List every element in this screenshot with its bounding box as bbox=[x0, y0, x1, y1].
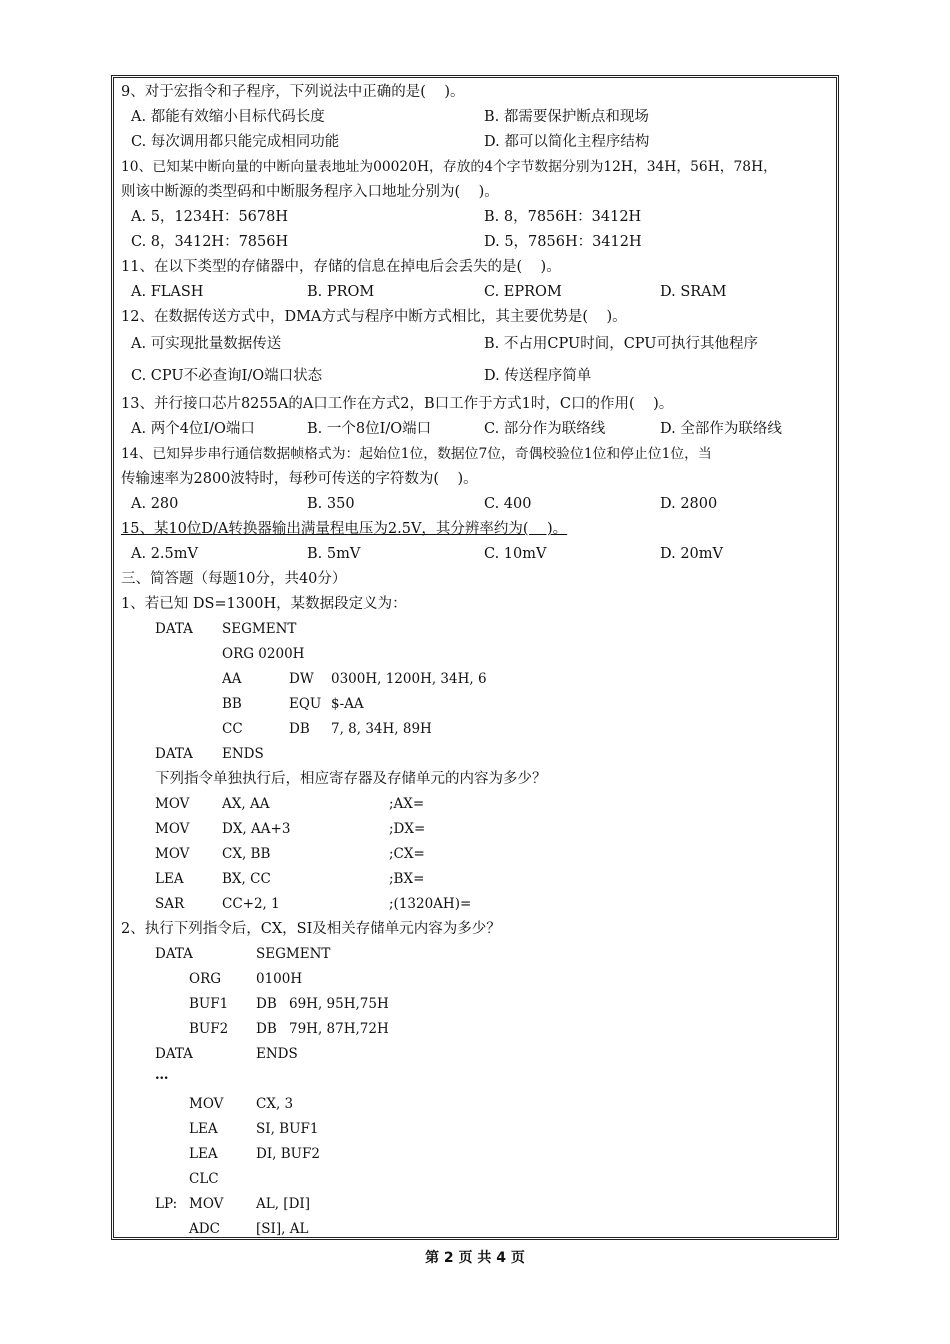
q14-option-c: C. 400 bbox=[484, 496, 532, 512]
p2-data: DATA bbox=[155, 946, 193, 962]
code-bb-label: BB bbox=[222, 696, 242, 712]
q15-option-b: B. 5mV bbox=[307, 546, 361, 562]
ins-op: MOV bbox=[155, 846, 190, 862]
q10-option-a: A. 5，1234H：5678H bbox=[131, 209, 289, 225]
problem2-stem: 2、执行下列指令后，CX，SI及相关存储单元内容为多少？ bbox=[121, 921, 501, 937]
ins-arg: CC+2, 1 bbox=[222, 896, 280, 912]
ins-op: LEA bbox=[155, 871, 184, 887]
q13-option-d: D. 全部作为联络线 bbox=[660, 421, 782, 437]
p2-loop-label: LP: bbox=[155, 1196, 178, 1212]
p2-ins-arg: DI, BUF2 bbox=[256, 1146, 320, 1162]
ins-comment: ;(1320AH)= bbox=[389, 896, 472, 912]
code-data-label: DATA bbox=[155, 621, 193, 637]
p2-ins-arg: AL, [DI] bbox=[256, 1196, 310, 1212]
q15-stem: 15、某10位D/A转换器输出满量程电压为2.5V，其分辨率约为( )。 bbox=[121, 521, 568, 537]
p2-ins-op: CLC bbox=[189, 1171, 219, 1187]
p2-ends: ENDS bbox=[256, 1046, 298, 1062]
q14-option-a: A. 280 bbox=[131, 496, 179, 512]
page-number: 第 2 页 共 4 页 bbox=[425, 1250, 525, 1266]
q15-option-a: A. 2.5mV bbox=[131, 546, 198, 562]
code-aa-val: 0300H, 1200H, 34H, 6 bbox=[331, 671, 487, 687]
q9-stem: 9、对于宏指令和子程序，下列说法中正确的是( )。 bbox=[121, 84, 465, 100]
q9-option-a: A. 都能有效缩小目标代码长度 bbox=[131, 109, 325, 125]
q9-option-d: D. 都可以简化主程序结构 bbox=[484, 134, 650, 150]
q12-stem: 12、在数据传送方式中，DMA方式与程序中断方式相比，其主要优势是( )。 bbox=[121, 309, 627, 325]
p2-segment: SEGMENT bbox=[256, 946, 331, 962]
ins-arg: DX, AA+3 bbox=[222, 821, 291, 837]
q9-option-b: B. 都需要保护断点和现场 bbox=[484, 109, 649, 125]
code-cc-dir: DB bbox=[289, 721, 310, 737]
code-data-end-label: DATA bbox=[155, 746, 193, 762]
q10-option-c: C. 8，3412H：7856H bbox=[131, 234, 289, 250]
ins-comment: ;AX= bbox=[389, 796, 425, 812]
p2-ins-arg: [SI], AL bbox=[256, 1221, 309, 1237]
code-segment: SEGMENT bbox=[222, 621, 297, 637]
ins-arg: CX, BB bbox=[222, 846, 271, 862]
q11-stem: 11、在以下类型的存储器中，存储的信息在掉电后会丢失的是( )。 bbox=[121, 259, 561, 275]
ins-arg: AX, AA bbox=[222, 796, 270, 812]
problem1-stem: 1、若已知 DS=1300H，某数据段定义为： bbox=[121, 596, 407, 612]
code-aa-dir: DW bbox=[289, 671, 314, 687]
q11-option-c: C. EPROM bbox=[484, 284, 562, 300]
q11-option-b: B. PROM bbox=[307, 284, 375, 300]
p2-buf1-val: 69H, 95H,75H bbox=[289, 996, 389, 1012]
q14-stem-line1: 14、已知异步串行通信数据帧格式为：起始位1位，数据位7位，奇偶校验位1位和停止位1位，当 bbox=[121, 446, 712, 462]
code-aa-label: AA bbox=[222, 671, 242, 687]
p2-ins-op: LEA bbox=[189, 1146, 218, 1162]
p2-buf1-dir: DB bbox=[256, 996, 277, 1012]
p2-ins-op: MOV bbox=[189, 1196, 224, 1212]
p2-buf1: BUF1 bbox=[189, 996, 229, 1012]
code-bb-val: $-AA bbox=[331, 696, 364, 712]
ins-op: MOV bbox=[155, 796, 190, 812]
problem1-ask: 下列指令单独执行后，相应寄存器及存储单元的内容为多少？ bbox=[155, 771, 547, 787]
q10-stem-line2: 则该中断源的类型码和中断服务程序入口地址分别为( )。 bbox=[121, 184, 499, 200]
ins-comment: ;CX= bbox=[389, 846, 425, 862]
q15-option-c: C. 10mV bbox=[484, 546, 547, 562]
q11-option-d: D. SRAM bbox=[660, 284, 727, 300]
p2-ins-op: MOV bbox=[189, 1096, 224, 1112]
q13-option-c: C. 部分作为联络线 bbox=[484, 421, 606, 437]
q12-option-c: C. CPU不必查询I/O端口状态 bbox=[131, 368, 323, 384]
p2-buf2-val: 79H, 87H,72H bbox=[289, 1021, 389, 1037]
p2-ellipsis: … bbox=[155, 1067, 169, 1083]
q13-option-a: A. 两个4位I/O端口 bbox=[131, 421, 255, 437]
code-cc-val: 7, 8, 34H, 89H bbox=[331, 721, 432, 737]
p2-ins-arg: SI, BUF1 bbox=[256, 1121, 319, 1137]
code-cc-label: CC bbox=[222, 721, 243, 737]
ins-op: MOV bbox=[155, 821, 190, 837]
q14-option-b: B. 350 bbox=[307, 496, 355, 512]
p2-org-value: 0100H bbox=[256, 971, 303, 987]
q15-option-d: D. 20mV bbox=[660, 546, 723, 562]
q13-stem: 13、并行接口芯片8255A的A口工作在方式2，B口工作于方式1时，C口的作用( )。 bbox=[121, 396, 674, 412]
code-bb-dir: EQU bbox=[289, 696, 322, 712]
q10-stem-line1: 10、已知某中断向量的中断向量表地址为00020H，存放的4个字节数据分别为12H，34H，56H，78H， bbox=[121, 159, 777, 175]
q11-option-a: A. FLASH bbox=[131, 284, 204, 300]
p2-buf2: BUF2 bbox=[189, 1021, 229, 1037]
q12-option-a: A. 可实现批量数据传送 bbox=[131, 336, 282, 352]
q9-option-c: C. 每次调用都只能完成相同功能 bbox=[131, 134, 340, 150]
q14-stem-line2: 传输速率为2800波特时，每秒可传送的字符数为( )。 bbox=[121, 471, 478, 487]
p2-buf2-dir: DB bbox=[256, 1021, 277, 1037]
p2-ins-op: ADC bbox=[189, 1221, 220, 1237]
code-ends: ENDS bbox=[222, 746, 264, 762]
q12-option-b: B. 不占用CPU时间，CPU可执行其他程序 bbox=[484, 336, 759, 352]
section-title: 三、简答题（每题10分，共40分） bbox=[121, 571, 347, 587]
p2-ins-arg: CX, 3 bbox=[256, 1096, 294, 1112]
p2-ins-op: LEA bbox=[189, 1121, 218, 1137]
q13-option-b: B. 一个8位I/O端口 bbox=[307, 421, 432, 437]
code-org: ORG 0200H bbox=[222, 646, 305, 662]
ins-arg: BX, CC bbox=[222, 871, 271, 887]
ins-comment: ;DX= bbox=[389, 821, 426, 837]
p2-data-end: DATA bbox=[155, 1046, 193, 1062]
ins-op: SAR bbox=[155, 896, 185, 912]
q12-option-d: D. 传送程序简单 bbox=[484, 368, 592, 384]
p2-org: ORG bbox=[189, 971, 222, 987]
q10-option-d: D. 5，7856H：3412H bbox=[484, 234, 642, 250]
ins-comment: ;BX= bbox=[389, 871, 425, 887]
q14-option-d: D. 2800 bbox=[660, 496, 718, 512]
q10-option-b: B. 8，7856H：3412H bbox=[484, 209, 642, 225]
